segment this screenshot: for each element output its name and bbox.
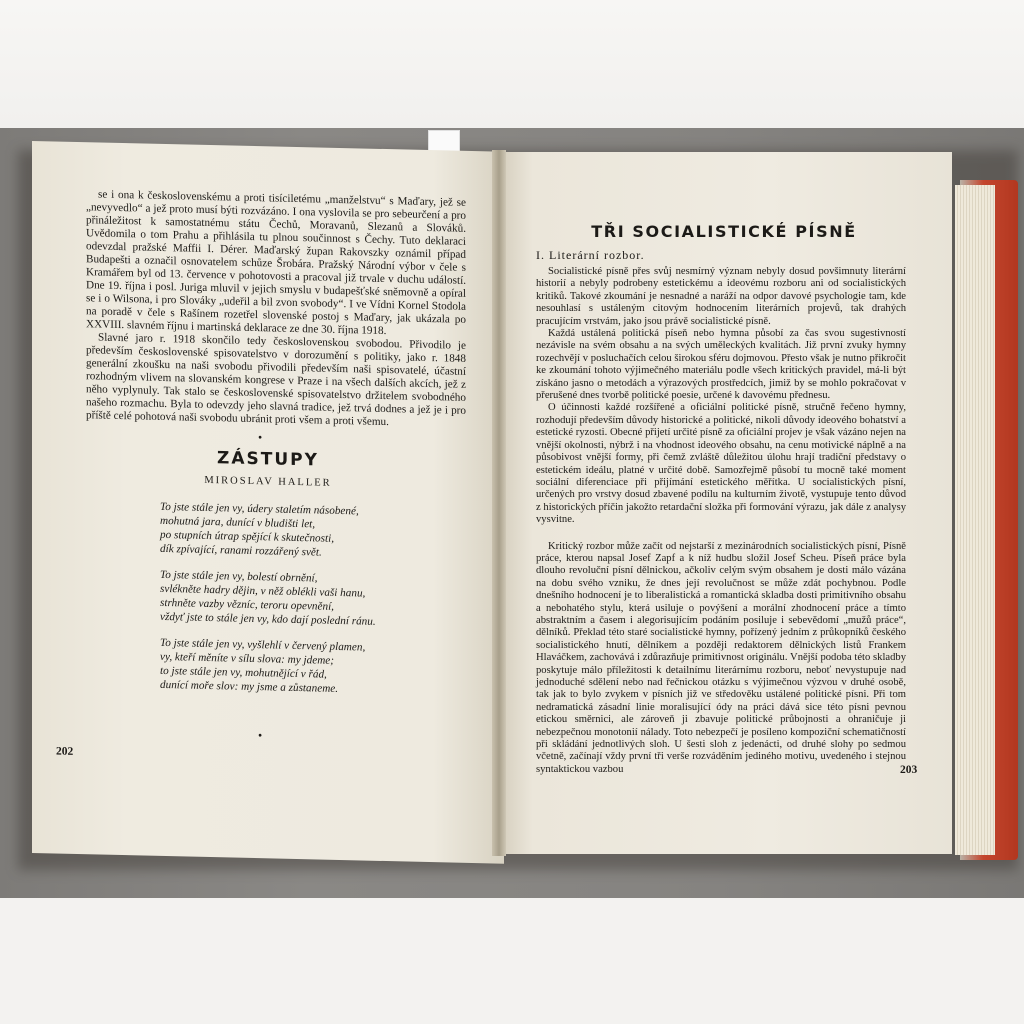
right-paragraph-4: Kritický rozbor může začít od nejstarší z mezinárodních socialistických písní, Písně práce, kterou napsal Josef Zapf a k níž hudbu složil Josef Scheu. Píseň práce byla dlouho revoluční písní dělnickou, ačkoliv celým svým obsahem je dosti málo vázána na dobu svého vzniku, že dnes její revolučnost se může zdát pochybnou. Podle dnešního hodnocení je to liberalistická a romantická skladba dosti primitivního obsahu a nebohatého stylu, která usiluje o povýšení a morální zhodnocení práce a tímto abstraktním a časem i alegorisujícím podáním posiluje i sebevědomí „mužů práce“, dělníků. Překlad této staré socialistické hymny, pořízený jedním z průkopníků českého socialistického hnutí, dělníkem a později redaktorem dělnických listů Frankem Hlaváčkem, zachovává i zdůrazňuje primitivnost originálu. Vnější podoba této skladby poskytuje málo příležitosti k detailnímu literárnímu rozboru, neboť nevystupuje nad jednoduché sdělení nebo nad řečnickou otázku s výjimečnou výzvou v druhé osobě, tak jak to bylo zvykem v písních již ve středověku ustálené politické písni. Při tom nedramatická zásadní linie moralisující ódy na práci dává sice této písni pevnou etickou směrnici, ale zároveň ji zbavuje politické průbojnosti a ohraničuje ji nebezpečnou monotonií nálady. Toto nebezpečí je posíleno kompoziční schematičností při skládání jednotlivých sloh. U šesti sloh z jedenácti, od druhé slohy po sedmou včetně, začínají vždy první tři verše rozváděním jediného motivu, uvedeného i stejnou syntaktickou vazbou xyxy=(536,540,906,775)
right-page xyxy=(496,152,952,854)
poem-line: po stupních útrap spějící k skutečnosti, xyxy=(160,528,335,545)
page-number-left: 202 xyxy=(56,745,74,758)
poem-stanza xyxy=(160,500,480,563)
section-heading: I. Literární rozbor. xyxy=(536,248,645,262)
right-paragraph-1: Socialistické písně přes svůj nesmírný význam nebyly dosud povšimnuty literární historií a nebyly podrobeny estetickému a ideovému rozboru ani od socialistických kritiků. Takové zkoumání je nesnadné a naráží na odpor davové psychologie tam, kde nesouhlasí s ustáleným citovým hodnocením literárních projevů, tak drahých pracujícím vrstvám, jako jsou právě socialistické písně. xyxy=(536,266,906,327)
left-paragraph-1: se i ona k československému a proti tisíciletému „manželstvu“ s Maďary, jež se „nevyvedlo“ a jež proto musí býti rozvázáno. I ona vyslovila se pro sebeurčení a pro přináležitost k samostatnému státu Čechů, Moravanů, Slezanů a Slováků. Uvědomila o tom Prahu a přihlásila tu plnou součinnost s Čechy. Tuto deklaraci odevzdal pražské Maffii I. Dérer. Maďarský župan Rakovszky oznámil případ Budapešti a označil osnovatelem schůze Šrobára. Pražský Národní výbor v čele s Kramářem byl od 13. července v pohotovosti a pracoval již trvale v duchu událostí. Dne 19. října i posl. Juriga mluvil v jejich smyslu v budapešťské sněmovně a opíral se i o Wilsona, i pro Slováky „udeřil a bil zvon svobody“. I ve Vídni Kornel Stodola na poradě v čele s Rašínem rozetřel slovenské postoj s Maďary, jak ukázala po XXVIII. slavném říjnu i martinská deklarace ze dne 30. října 1918. xyxy=(86,188,466,338)
poem-line: vy, kteří měníte v sílu slova: my jdeme; xyxy=(160,650,334,667)
section-separator: • xyxy=(258,430,263,445)
right-paragraph-2: Každá ustálená politická píseň nebo hymna působí za čas svou sugestivností nezávisle na svém obsahu a na svých uměleckých kvalitách. Již první zvuky hymny rozechvějí v posluchačích celou širokou sféru dojmovou. Přesto však je nutno přikročit ke zkoumání tohoto výjimečného materiálu podle všech kritických pravidel, má-li být získáno jasno o metodách a výrazových prostředcích, jimiž by se mohlo pokračovat v přerušené dnes tvorbě politické poesie, určené k davovému přednesu. xyxy=(536,328,906,402)
chapter-title: TŘI SOCIALISTICKÉ PÍSNĚ xyxy=(591,222,857,241)
poem-stanza xyxy=(160,568,480,631)
right-page-prose xyxy=(536,266,906,776)
poem-end-mark: • xyxy=(258,728,263,743)
poem-line: To jste stále jen vy, bolestí obrnění, xyxy=(160,568,318,585)
poem-line: dunící moře slov: my jsme a zůstaneme. xyxy=(160,678,339,695)
book-gutter xyxy=(492,150,506,856)
left-page xyxy=(32,141,504,864)
poem-line: svlékněte hadry dějin, v něž oblékli vaši hanu, xyxy=(160,582,366,600)
poem-stanza xyxy=(160,636,480,699)
left-paragraph-2: Slavné jaro r. 1918 skončilo tedy československou svobodou. Přivodilo je především československé spisovatelstvo v dorozumění s politiky, jako r. 1848 generální zkoušku na naši svobodu přivodili především naši spisovatelé, účastní rozhodným vlivem na slovanském kongrese v Praze i na všech dalších akcích, jež z něho vyplynuly. Tak stalo se československé spisovatelstvo držitelem svobodného našeho rozmachu. Byla to odevzdy jeho slavná tradice, jež trvá dodnes a jež je i pro příště celé pohotová naši svobodu ubránit proti všem a proti všemu. xyxy=(86,331,466,429)
poem-line: vždyť jste to stále jen vy, kdo dají poslední ránu. xyxy=(160,610,376,628)
page-block-edge xyxy=(955,185,995,855)
poem-line: mohutná jara, dunící v bludišti let, xyxy=(160,514,316,531)
poem-line: To jste stále jen vy, údery staletím násobené, xyxy=(160,500,359,518)
left-page-prose xyxy=(86,188,466,431)
page-number-right: 203 xyxy=(900,764,918,776)
poem xyxy=(160,500,480,711)
poem-line: To jste stále jen vy, vyšlehlí v červený plamen, xyxy=(160,636,366,654)
background-floor xyxy=(0,898,1024,1024)
background-wall xyxy=(0,0,1024,128)
poem-line: dík zpívající, ranami rozzářený svět. xyxy=(160,542,322,559)
poem-line: to jste stále jen vy, mohutnějící v řád, xyxy=(160,664,327,681)
poem-title: ZÁSTUPY xyxy=(217,448,319,471)
poem-line: strhněte vazby vězníc, teroru opevnění, xyxy=(160,596,334,613)
poem-author: MIROSLAV HALLER xyxy=(204,474,332,489)
right-paragraph-3: O účinnosti každé rozšířené a oficiální politické písně, stručně řečeno hymny, rozhodují především důvody historické a politické, nikoli důvody ideového bohatství a estetické ryzosti. Obecné přijetí určité písně za oficiální projev je však vázáno nejen na vnější okolnosti, nýbrž i na vhodnost ideového obsahu, na cenu motivické náplně a na působivost vnější formy, při čemž zvláště důležitou úlohu hrají tradiční představy o estetickém ideálu, platné v určité době. Samozřejmě působí tu mocně také moment sociální diferenciace při přijímání estetického měřítka. U socialistických písní, určených pro vrstvy dosud zbavené podílu na kulturním životě, vystupuje tento důvod z historických příčin jakožto retardační složka při formování výrazu, jak dále z analysy vysvitne. xyxy=(536,402,906,526)
